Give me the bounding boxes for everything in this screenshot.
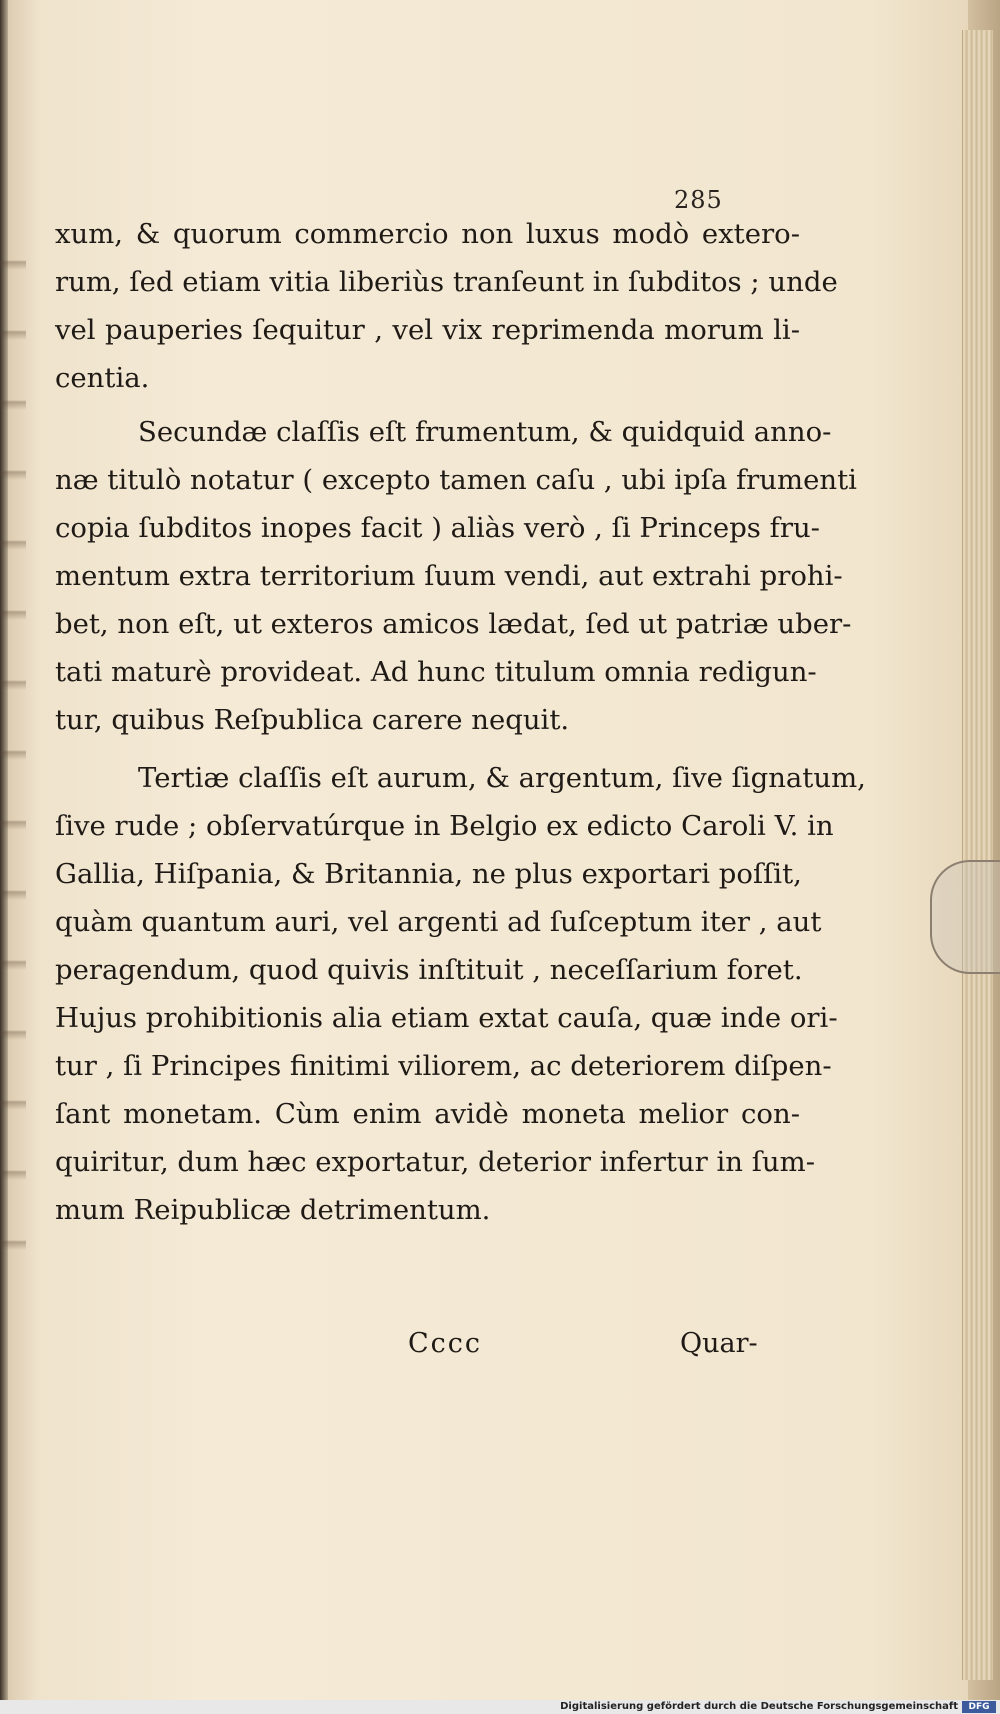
text-line: mum Reipublicæ detrimentum. [55, 1194, 491, 1226]
text-line: vel pauperies ſequitur , vel vix reprimenda morum li- [55, 314, 800, 346]
text-line: copia ſubditos inopes facit ) aliàs verò , ſi Princeps fru- [55, 512, 820, 544]
signature-mark: Cccc [408, 1328, 483, 1359]
book-page [8, 0, 968, 1700]
text-line: Secundæ claſſis eſt frumentum, & quidquid anno- [138, 416, 832, 448]
page-number: 285 [674, 186, 723, 214]
footer-bar [0, 1700, 1000, 1714]
text-line: rum, ſed etiam vitia liberiùs tranſeunt in ſubditos ; unde [55, 266, 838, 298]
page-clip [930, 860, 1000, 974]
text-line: xum, & quorum commercio non luxus modò extero- [55, 218, 800, 250]
text-line: tati maturè provideat. Ad hunc titulum omnia redigun- [55, 656, 817, 688]
page-edges [962, 30, 993, 1680]
text-line: bet, non eſt, ut exteros amicos lædat, ſed ut patriæ uber- [55, 608, 852, 640]
text-line: tur, quibus Reſpublica carere nequit. [55, 704, 570, 736]
catchline [0, 1328, 1000, 1368]
text-line: ſant monetam. Cùm enim avidè moneta melior con- [55, 1098, 800, 1130]
text-line: centia. [55, 362, 150, 394]
catchword: Quar- [680, 1328, 758, 1359]
text-line: ſive rude ; obſervatúrque in Belgio ex edicto Caroli V. in [55, 810, 834, 842]
text-line: tur , ſi Principes finitimi viliorem, ac deteriorem diſpen- [55, 1050, 832, 1082]
text-line: quàm quantum auri, vel argenti ad ſuſceptum iter , aut [55, 906, 822, 938]
text-line: peragendum, quod quivis inſtituit , neceſſarium foret. [55, 954, 803, 986]
gutter-bleed [0, 200, 26, 1300]
text-line: Hujus prohibitionis alia etiam extat cauſa, quæ inde ori- [55, 1002, 838, 1034]
dfg-logo-icon: DFG [962, 1701, 996, 1713]
text-line: Gallia, Hiſpania, & Britannia, ne plus exportari poſſit, [55, 858, 802, 890]
text-line: næ titulò notatur ( excepto tamen caſu , ubi ipſa frumenti [55, 464, 857, 496]
text-line: quiritur, dum hæc exportatur, deterior infertur in ſum- [55, 1146, 816, 1178]
text-line: mentum extra territorium ſuum vendi, aut extrahi prohi- [55, 560, 843, 592]
text-line: Tertiæ claſſis eſt aurum, & argentum, ſive ſignatum, [138, 762, 866, 794]
funding-credit: Digitalisierung gefördert durch die Deutsche Forschungsgemeinschaft [560, 1701, 958, 1712]
